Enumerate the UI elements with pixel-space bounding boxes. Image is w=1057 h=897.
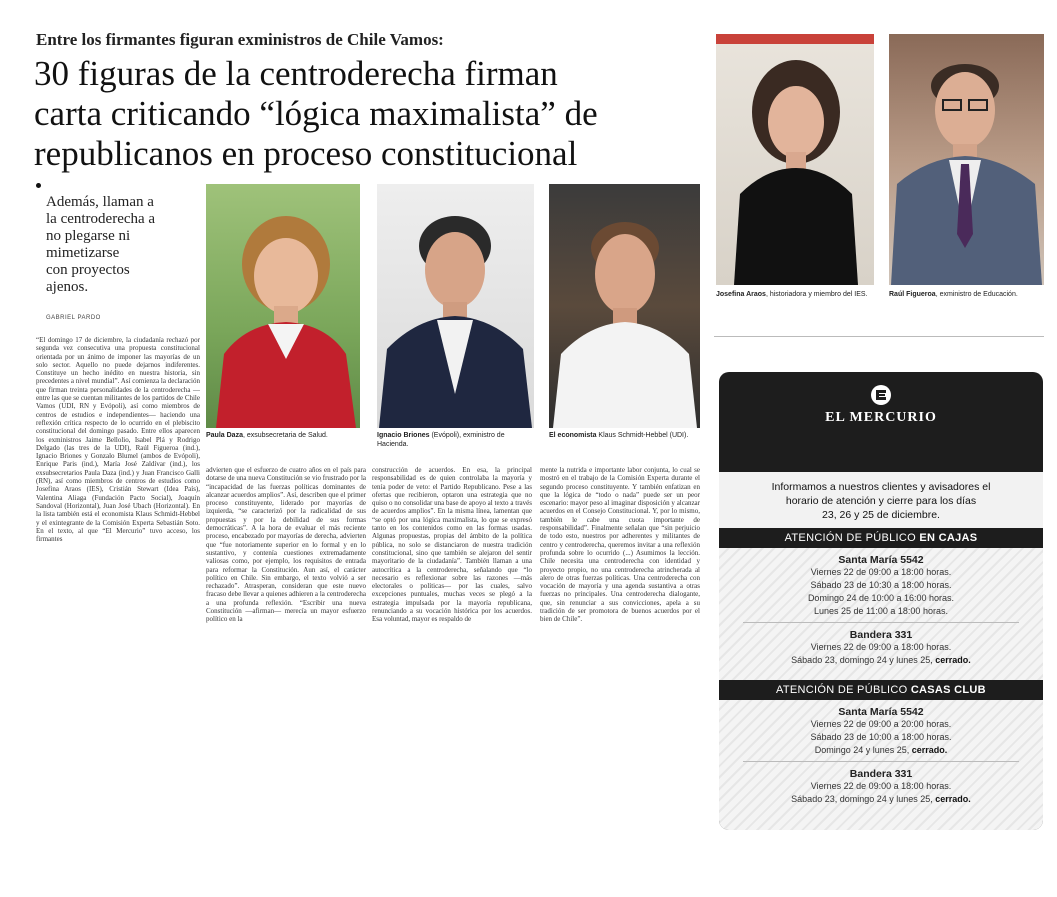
line-prefix: Domingo 24 y lunes 25, <box>814 745 912 755</box>
notice-message <box>719 472 1043 528</box>
lead-line-4: mimetizarse <box>46 245 120 261</box>
caption-name: El economista <box>549 432 597 439</box>
portrait-woman-red-jacket-icon <box>206 184 360 428</box>
caption-name: Ignacio Briones <box>377 432 430 439</box>
club-place-1-line-2: Sábado 23 de 10:00 a 18:00 horas. <box>810 732 952 742</box>
caption-paula-daza <box>206 431 360 440</box>
article-column-1: “El domingo 17 de diciembre, la ciudadanía rechazó por segunda vez consecutiva una propuesta constitucional orientada por un ánimo de imponer las mayorías de un solo sector. Aquello no puede dejarnos indiferentes. Constituye un hecho inédito en nuestra historia, sin precedentes a nivel mundial”. Así comienza la declaración que firman treinta personalidades de la centroderecha —entre las que se cuentan militantes de los partidos de Chile Vamos (UDI, RN y Evópoli), así como miembros de centros de estudios e independientes— haciendo una reflexión crítica respecto de lo ocurrido en el plebiscito constitucional del domingo pasado. Entre ellos aparecen los exministros Jaime Bellolio, Isabel Plá y Rodrigo Delgado (las tres de la UDI), Raúl Figueroa (ind.), Ignacio Briones y Gonzalo Blumel (ambos de Evópoli), Enrique Paris (ind.), María José Zaldívar (ind.), los exsubsecretarios Paula Daza (ind.) y Juan Francisco Galli (RN), así como miembros de centros de estudios como Josefina Araos (IES), Cristián Stewart (Idea País), Valentina Aliaga (Fundación Pacto Social), Joaquín Sandoval (Horizontal), Juan José Ubach (Horizontal). En la lista también está el economista Klaus Schmidt-Hebbel y el exintegrante de la Comisión Experta Sebastián Soto. En el texto, al que “El Mercurio” tuvo acceso, los firmantes <box>36 336 200 544</box>
cajas-place-1-line-1: Viernes 22 de 09:00 a 18:00 horas. <box>810 567 952 577</box>
band-bold: EN CAJAS <box>919 532 978 544</box>
photo-josefina-araos <box>716 34 874 285</box>
lead-line-6: ajenos. <box>46 279 89 295</box>
club-place-1: Santa María 5542 <box>838 706 924 718</box>
portrait-woman-black-dress-icon <box>716 34 874 285</box>
band-bold: CASAS CLUB <box>910 684 986 696</box>
portrait-man-glasses-tie-icon <box>889 34 1044 285</box>
notice-line-2: horario de atención y cierre para los días <box>785 495 977 507</box>
article-headline <box>34 54 684 174</box>
notice-header <box>719 384 1043 472</box>
headline-line-3: republicanos en proceso constitucional <box>34 134 578 173</box>
cajas-place-1: Santa María 5542 <box>838 554 924 566</box>
caption-ignacio-briones <box>377 431 534 449</box>
cajas-place-1-line-3: Domingo 24 de 10:00 a 16:00 horas. <box>807 593 955 603</box>
portrait-man-white-shirt-icon <box>549 184 700 428</box>
article-byline: GABRIEL PARDO <box>46 315 101 321</box>
club-place-2-line-2 <box>719 793 1043 806</box>
band-prefix: ATENCIÓN DE PÚBLICO <box>776 684 908 696</box>
article-column-4: mente la nutrida e importante labor conjunta, lo cual se mostró en el trabajo de la Comisión Experta durante el segundo proceso constituyente. Y también enfatizan en que la lógica de “todo o nada” puede ser un peor escenario: mayor peso al imaginar disposición y alcanzar acuerdos en el Consejo Constitucional. Y, por lo mismo, también le cabe una cuota importante de responsabilidad”. Finalmente señalan que “sin perjuicio de todo esto, nuestros por adherentes y militantes de centro y centroderecha, queremos invitar a una reflexión profunda sobre lo ocurrido (...) Asumimos la lección. Chile necesita una centroderecha con identidad y proyecto propio, no una centroderecha atrincherada al alero de otras fuerzas políticas. Una centroderecha con vocación de mayoría y una agenda sustantiva a otras fuerzas no principales. Una centroderecha dialogante, que, sin renunciar a sus convicciones, apela a su tradición de ser promotora de buenos acuerdos por el bien de Chile”. <box>540 466 700 624</box>
band-cajas <box>719 528 1043 548</box>
club-schedule <box>719 700 1043 830</box>
caption-text: , exsubsecretaria de Salud. <box>242 432 328 439</box>
club-place-2: Bandera 331 <box>849 768 913 780</box>
portrait-man-suit-icon <box>377 184 534 428</box>
headline-line-2: carta criticando “lógica maximalista” de <box>34 94 598 133</box>
caption-klaus-schmidt-hebbel <box>549 431 700 440</box>
lead-line-5: con proyectos <box>46 262 130 278</box>
caption-text: , exministro de Educación. <box>935 291 1018 298</box>
article-lead <box>46 194 196 296</box>
caption-name: Paula Daza <box>206 432 243 439</box>
cajas-place-2-line-1: Viernes 22 de 09:00 a 18:00 horas. <box>810 642 952 652</box>
closed-label: cerrado. <box>911 745 948 755</box>
caption-raul-figueroa <box>889 290 1044 299</box>
closed-label: cerrado. <box>935 655 971 665</box>
photo-raul-figueroa <box>889 34 1044 285</box>
photo-klaus-schmidt-hebbel <box>549 184 700 428</box>
cajas-place-2: Bandera 331 <box>849 629 913 641</box>
photo-ignacio-briones <box>377 184 534 428</box>
cajas-place-1-line-2: Sábado 23 de 10:30 a 18:00 horas. <box>810 580 952 590</box>
lead-line-2: la centroderecha a <box>46 211 156 227</box>
club-place-1-line-3 <box>719 744 1043 757</box>
cajas-schedule <box>719 548 1043 680</box>
caption-text: Klaus Schmidt-Hebbel (UDI). <box>596 432 689 439</box>
lead-bullet-icon <box>36 183 41 188</box>
el-mercurio-notice <box>719 372 1043 830</box>
caption-name: Josefina Araos <box>716 291 766 298</box>
club-place-2-line-1: Viernes 22 de 09:00 a 18:00 horas. <box>810 781 952 791</box>
el-mercurio-logo-icon <box>870 384 892 406</box>
lead-line-1: Además, llaman a <box>46 194 154 210</box>
cajas-place-2-line-2 <box>719 654 1043 667</box>
caption-text: (Evópoli), exministro de Hacienda. <box>377 432 505 448</box>
band-casas-club <box>719 680 1043 700</box>
article-column-2: advierten que el esfuerzo de cuatro años en el país para dotarse de una nueva Constitución se vio frustrado por la “incapacidad de las fuerzas políticas dominantes de alcanzar acuerdos amplios”. Así, describen que el primer proceso constituyente, liderado por mayorías de izquierda, “se caracterizó por la radicalidad de sus propuestas y por la debilidad de sus formas democráticas”. A la hora de evaluar el más reciente proceso, encabezado por mayorías de derecha, advierten que “fue notoriamente superior en lo formal y en lo sustantivo, y contenía cuestiones extremadamente valiosas como, por ejemplo, los requisitos de entrada para reformar la Constitución. Aun así, el carácter político en Chile. Sin embargo, el texto volvió a ser rechazado”. Atrasperan, consideran que este nuevo fracaso debe llevar a quienes adhieren a la centroderecha a una profunda reflexión. “Escribir una nueva Constitución —afirman— merecía un mayor esfuerzo político en la <box>206 466 366 624</box>
band-prefix: ATENCIÓN DE PÚBLICO <box>784 532 916 544</box>
headline-line-1: 30 figuras de la centroderecha firman <box>34 54 558 93</box>
notice-brand: EL MERCURIO <box>825 410 937 425</box>
notice-line-3: 23, 26 y 25 de diciembre. <box>822 509 940 521</box>
caption-name: Raúl Figueroa <box>889 291 936 298</box>
line-prefix: Sábado 23, domingo 24 y lunes 25, <box>791 655 936 665</box>
line-prefix: Sábado 23, domingo 24 y lunes 25, <box>791 794 936 804</box>
sidebar-divider <box>714 336 1044 337</box>
article-kicker: Entre los firmantes figuran exministros de Chile Vamos: <box>36 30 444 49</box>
article-column-3: construcción de acuerdos. En esa, la principal responsabilidad es de quien controlaba la mayoría y tenía poder de veto: el Partido Republicano. Pese a las ofertas que recibieron, optaron una estrategia que no quiso o no consolidar una base de apoyo al texto a través de acuerdos amplios”. En la misma línea, lamentan que “se optó por una lógica maximalista, lo que se expresó tanto en los contenidos como en las formas usadas. Algunas propuestas, propias del ámbito de la política pública, no solo se distanciaron de nuestra tradición constitucional, sino que también se alejaron del sentir mayoritario de la ciudadanía”. También llaman a una autocrítica a la centroderecha, señalando que “lo necesario es reflexionar sobre las razones —más electorales o políticas— por las cuales, salvo excepciones puntuales, muchas veces se plegó a la estrategia impulsada por la mayoría republicana, renunciando a su vocación histórica por los acuerdos. Esa voluntad, mayor es respaldo de <box>372 466 532 624</box>
closed-label: cerrado. <box>935 794 971 804</box>
cajas-place-1-line-4: Lunes 25 de 11:00 a 18:00 horas. <box>814 606 948 616</box>
club-place-1-line-1: Viernes 22 de 09:00 a 20:00 horas. <box>810 719 952 729</box>
caption-josefina-araos <box>716 290 876 299</box>
photo-paula-daza <box>206 184 360 428</box>
notice-line-1: Informamos a nuestros clientes y avisadores el <box>771 481 991 493</box>
caption-text: , historiadora y miembro del IES. <box>765 291 868 298</box>
lead-line-3: no plegarse ni <box>46 228 131 244</box>
